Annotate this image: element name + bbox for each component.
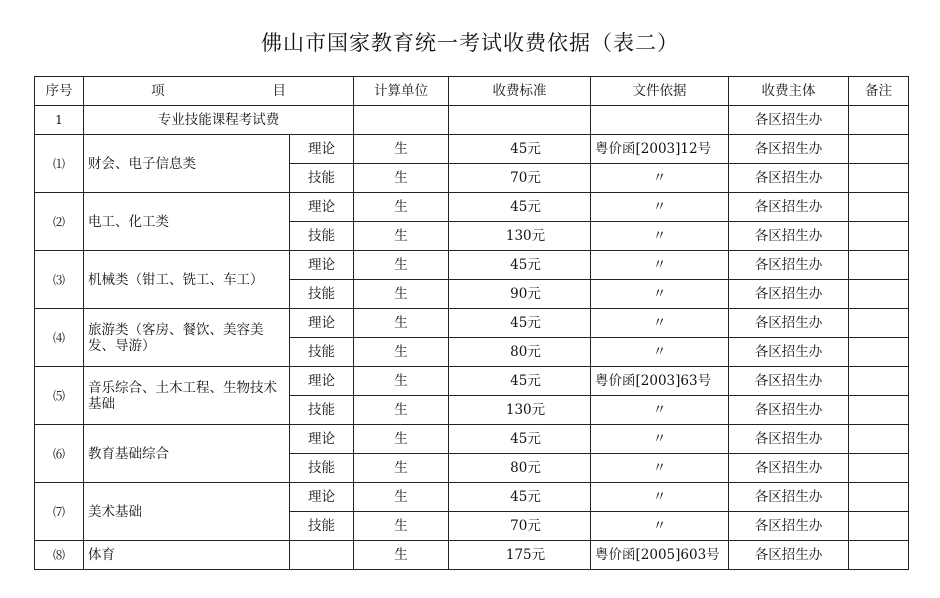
row-basis: 〃 xyxy=(591,309,729,338)
table-row xyxy=(35,251,909,280)
row-unit: 生 xyxy=(354,454,449,483)
row-unit: 生 xyxy=(354,222,449,251)
page-title: 佛山市国家教育统一考试收费依据（表二） xyxy=(261,31,679,55)
table-header xyxy=(35,77,909,106)
row-fee-value: 90元 xyxy=(510,286,541,302)
row-kind: 理论 xyxy=(290,251,354,280)
row-collector: 各区招生办 xyxy=(729,164,849,193)
group-seq: ⑺ xyxy=(35,483,84,541)
row-basis: 〃 xyxy=(591,483,729,512)
row-collector: 各区招生办 xyxy=(729,193,849,222)
row-fee-value: 45元 xyxy=(510,489,541,505)
row-fee-value: 70元 xyxy=(510,170,541,186)
row-basis: 〃 xyxy=(591,454,729,483)
row-kind: 理论 xyxy=(290,193,354,222)
row-kind: 技能 xyxy=(290,396,354,425)
row-kind: 理论 xyxy=(290,135,354,164)
group-name: 教育基础综合 xyxy=(84,425,290,483)
row-note xyxy=(849,280,909,309)
row-fee-value: 130元 xyxy=(505,402,546,418)
section-collector: 各区招生办 xyxy=(729,106,849,135)
row-fee xyxy=(449,280,591,309)
table-row xyxy=(35,309,909,338)
last-basis: 粤价函[2005]603号 xyxy=(591,541,729,570)
header-fee: 收费标准 xyxy=(449,77,591,106)
row-unit: 生 xyxy=(354,512,449,541)
row-note xyxy=(849,454,909,483)
table-row xyxy=(35,483,909,512)
header-note: 备注 xyxy=(849,77,909,106)
row-basis: 〃 xyxy=(591,512,729,541)
row-note xyxy=(849,135,909,164)
row-fee xyxy=(449,396,591,425)
row-fee xyxy=(449,135,591,164)
row-fee-value: 45元 xyxy=(510,431,541,447)
row-collector: 各区招生办 xyxy=(729,396,849,425)
group-seq: ⑴ xyxy=(35,135,84,193)
row-collector: 各区招生办 xyxy=(729,251,849,280)
group-seq: ⑹ xyxy=(35,425,84,483)
table-row xyxy=(35,135,909,164)
row-kind: 理论 xyxy=(290,483,354,512)
table-row xyxy=(35,193,909,222)
group-name: 美术基础 xyxy=(84,483,290,541)
row-unit: 生 xyxy=(354,135,449,164)
row-note xyxy=(849,425,909,454)
row-unit: 生 xyxy=(354,280,449,309)
group-seq: ⑷ xyxy=(35,309,84,367)
row-collector: 各区招生办 xyxy=(729,309,849,338)
last-kind xyxy=(290,541,354,570)
row-fee xyxy=(449,454,591,483)
row-collector: 各区招生办 xyxy=(729,483,849,512)
row-fee xyxy=(449,251,591,280)
table-row xyxy=(35,367,909,396)
row-unit: 生 xyxy=(354,425,449,454)
row-unit: 生 xyxy=(354,309,449,338)
fee-table xyxy=(34,76,909,570)
last-seq: ⑻ xyxy=(35,541,84,570)
row-kind: 理论 xyxy=(290,309,354,338)
last-collector: 各区招生办 xyxy=(729,541,849,570)
row-basis: 〃 xyxy=(591,396,729,425)
row-basis: 粤价函[2003]63号 xyxy=(591,367,729,396)
row-kind: 技能 xyxy=(290,222,354,251)
row-fee-value: 130元 xyxy=(505,228,546,244)
row-basis: 〃 xyxy=(591,222,729,251)
row-fee xyxy=(449,164,591,193)
row-fee-value: 45元 xyxy=(510,141,541,157)
row-collector: 各区招生办 xyxy=(729,454,849,483)
row-fee xyxy=(449,338,591,367)
group-name: 音乐综合、土木工程、生物技术基础 xyxy=(84,367,290,425)
section-unit xyxy=(354,106,449,135)
group-name: 电工、化工类 xyxy=(84,193,290,251)
row-kind: 技能 xyxy=(290,454,354,483)
header-unit: 计算单位 xyxy=(354,77,449,106)
row-collector: 各区招生办 xyxy=(729,338,849,367)
header-collector: 收费主体 xyxy=(729,77,849,106)
row-fee-value: 45元 xyxy=(510,257,541,273)
row-unit: 生 xyxy=(354,338,449,367)
row-collector: 各区招生办 xyxy=(729,512,849,541)
section-basis xyxy=(591,106,729,135)
row-basis: 〃 xyxy=(591,280,729,309)
row-note xyxy=(849,483,909,512)
group-seq: ⑸ xyxy=(35,367,84,425)
section-item: 专业技能课程考试费 xyxy=(84,106,354,135)
row-kind: 技能 xyxy=(290,512,354,541)
row-unit: 生 xyxy=(354,251,449,280)
row-unit: 生 xyxy=(354,367,449,396)
row-fee xyxy=(449,309,591,338)
row-kind: 理论 xyxy=(290,425,354,454)
last-name: 体育 xyxy=(84,541,290,570)
row-fee-value: 80元 xyxy=(510,344,541,360)
row-kind: 技能 xyxy=(290,280,354,309)
row-fee-value: 70元 xyxy=(510,518,541,534)
row-kind: 技能 xyxy=(290,164,354,193)
row-fee xyxy=(449,222,591,251)
section-row xyxy=(35,106,909,135)
last-fee xyxy=(449,541,591,570)
row-basis: 〃 xyxy=(591,193,729,222)
last-unit: 生 xyxy=(354,541,449,570)
row-fee xyxy=(449,512,591,541)
row-note xyxy=(849,309,909,338)
row-collector: 各区招生办 xyxy=(729,367,849,396)
row-fee xyxy=(449,367,591,396)
header-seq: 序号 xyxy=(35,77,84,106)
last-note xyxy=(849,541,909,570)
section-seq: 1 xyxy=(35,106,84,135)
row-kind: 技能 xyxy=(290,338,354,367)
row-note xyxy=(849,367,909,396)
row-basis: 粤价函[2003]12号 xyxy=(591,135,729,164)
row-note xyxy=(849,396,909,425)
row-note xyxy=(849,193,909,222)
header-item: 项 目 xyxy=(84,77,354,106)
row-fee xyxy=(449,483,591,512)
row-collector: 各区招生办 xyxy=(729,280,849,309)
group-seq: ⑵ xyxy=(35,193,84,251)
row-basis: 〃 xyxy=(591,425,729,454)
row-fee-value: 45元 xyxy=(510,315,541,331)
group-name: 机械类（钳工、铣工、车工） xyxy=(84,251,290,309)
group-seq: ⑶ xyxy=(35,251,84,309)
group-name: 旅游类（客房、餐饮、美容美发、导游） xyxy=(84,309,290,367)
row-kind: 理论 xyxy=(290,367,354,396)
last-fee-value: 175元 xyxy=(505,547,546,563)
row-note xyxy=(849,512,909,541)
row-basis: 〃 xyxy=(591,338,729,367)
group-name: 财会、电子信息类 xyxy=(84,135,290,193)
row-fee xyxy=(449,425,591,454)
section-fee xyxy=(449,106,591,135)
row-note xyxy=(849,164,909,193)
row-fee xyxy=(449,193,591,222)
table-row xyxy=(35,425,909,454)
row-note xyxy=(849,222,909,251)
row-unit: 生 xyxy=(354,193,449,222)
row-basis: 〃 xyxy=(591,164,729,193)
row-fee-value: 45元 xyxy=(510,373,541,389)
row-unit: 生 xyxy=(354,164,449,193)
row-collector: 各区招生办 xyxy=(729,135,849,164)
table-body xyxy=(35,106,909,570)
row-collector: 各区招生办 xyxy=(729,425,849,454)
row-unit: 生 xyxy=(354,396,449,425)
header-basis: 文件依据 xyxy=(591,77,729,106)
table-row xyxy=(35,541,909,570)
row-basis: 〃 xyxy=(591,251,729,280)
section-note xyxy=(849,106,909,135)
row-collector: 各区招生办 xyxy=(729,222,849,251)
row-unit: 生 xyxy=(354,483,449,512)
row-fee-value: 45元 xyxy=(510,199,541,215)
row-note xyxy=(849,338,909,367)
row-fee-value: 80元 xyxy=(510,460,541,476)
row-note xyxy=(849,251,909,280)
